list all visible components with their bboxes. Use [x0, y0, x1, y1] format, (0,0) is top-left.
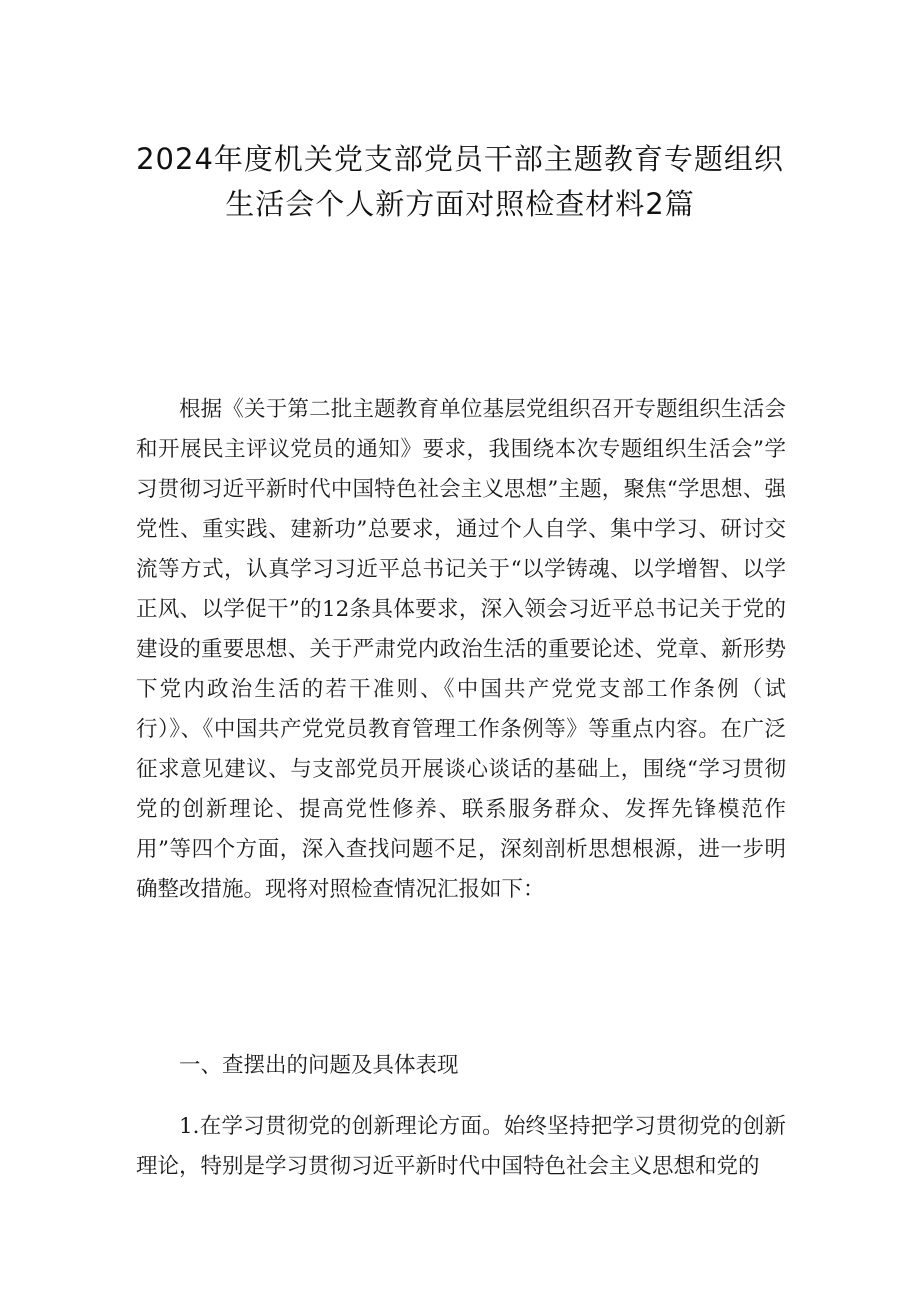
item-paragraph-1: 1.在学习贯彻党的创新理论方面。始终坚持把学习贯彻党的创新理论，特别是学习贯彻习近平新时代中国特色社会主义思想和党的: [136, 1114, 786, 1179]
intro-paragraph: 根据《关于第二批主题教育单位基层党组织召开专题组织生活会和开展民主评议党员的通知》要求，我围绕本次专题组织生活会”学习贯彻习近平新时代中国特色社会主义思想”主题，聚焦“学思想、强党性、重实践、建新功”总要求，通过个人自学、集中学习、研讨交流等方式，认真学习习近平总书记关于“以学铸魂、以学增智、以学正风、以学促干”的12条具体要求，深入领会习近平总书记关于党的建设的重要思想、关于严肃党内政治生活的重要论述、党章、新形势下党内政治生活的若干准则、《中国共产党党支部工作条例（试行）》、《中国共产党党员教育管理工作条例等》等重点内容。在广泛征求意见建议、与支部党员开展谈心谈话的基础上，围绕“学习贯彻党的创新理论、提高党性修养、联系服务群众、发挥先锋模范作用”等四个方面，深入查找问题不足，深刻剖析思想根源，进一步明确整改措施。现将对照检查情况汇报如下：: [136, 397, 786, 902]
section-heading: 一、查摆出的问题及具体表现: [179, 1053, 459, 1078]
document-title: 2024年度机关党支部党员干部主题教育专题组织生活会个人新方面对照检查材料2篇: [136, 142, 784, 221]
